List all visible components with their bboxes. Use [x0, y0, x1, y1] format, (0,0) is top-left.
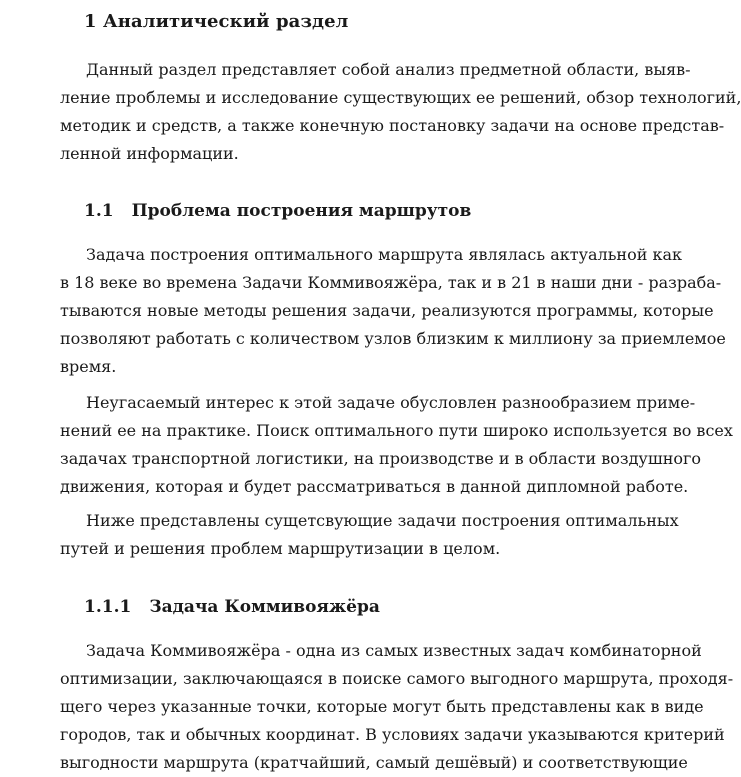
text-line: задачах транспортной логистики, на производстве и в области воздушного — [60, 449, 702, 468]
text-line: нений ее на практике. Поиск оптимального пути широко используется во всех — [60, 421, 733, 440]
text-line: городов, так и обычных координат. В условиях задачи указываются критерий — [60, 725, 725, 744]
text-line: Задача Коммивояжёра - одна из самых известных задач комбинаторной — [86, 641, 702, 660]
text-line: Ниже представлены сущетсвующие задачи построения оптимальных — [86, 511, 679, 530]
subsection-heading-1-1 — [84, 201, 471, 221]
text-line: движения, которая и будет рассматриваться в данной дипломной работе. — [60, 477, 689, 496]
intro-paragraph — [60, 56, 741, 168]
text-line: щего через указанные точки, которые могут быть представлены как в виде — [60, 697, 704, 716]
subsection-title: Задача Коммивояжёра — [149, 597, 380, 617]
text-line: путей и решения проблем маршрутизации в целом. — [60, 539, 501, 558]
paragraph-tsp — [60, 637, 734, 777]
text-line: методик и средств, а также конечную постановку задачи на основе представ- — [60, 116, 725, 135]
text-line: Данный раздел представляет собой анализ предметной области, выяв- — [86, 60, 691, 79]
text-line: выгодности маршрута (кратчайший, самый дешёвый) и соответствующие — [60, 753, 688, 772]
text-line: Задача построения оптимального маршрута являлась актуальной как — [86, 245, 682, 264]
text-line: оптимизации, заключающаяся в поиске самого выгодного маршрута, проходя- — [60, 669, 734, 688]
paragraph-overview — [60, 507, 679, 563]
text-line: ление проблемы и исследование существующих ее решений, обзор технологий, — [60, 88, 741, 107]
subsection-number: 1.1.1 — [84, 597, 132, 617]
paragraph-interest — [60, 389, 733, 501]
subsection-title: Проблема построения маршрутов — [131, 201, 472, 221]
text-line: ленной информации. — [60, 144, 239, 163]
text-line: в 18 веке во времена Задачи Коммивояжёра, так и в 21 в наши дни - разраба- — [60, 273, 722, 292]
section-heading: 1 Аналитический раздел — [84, 11, 349, 32]
text-line: время. — [60, 357, 117, 376]
text-line: позволяют работать с количеством узлов близким к миллиону за приемлемое — [60, 329, 726, 348]
text-line: тываются новые методы решения задачи, реализуются программы, которые — [60, 301, 714, 320]
paragraph-route-problem — [60, 241, 726, 381]
subsection-heading-1-1-1 — [84, 597, 380, 617]
text-line: Неугасаемый интерес к этой задаче обусловлен разнообразием приме- — [86, 393, 696, 412]
subsection-number: 1.1 — [84, 201, 114, 221]
